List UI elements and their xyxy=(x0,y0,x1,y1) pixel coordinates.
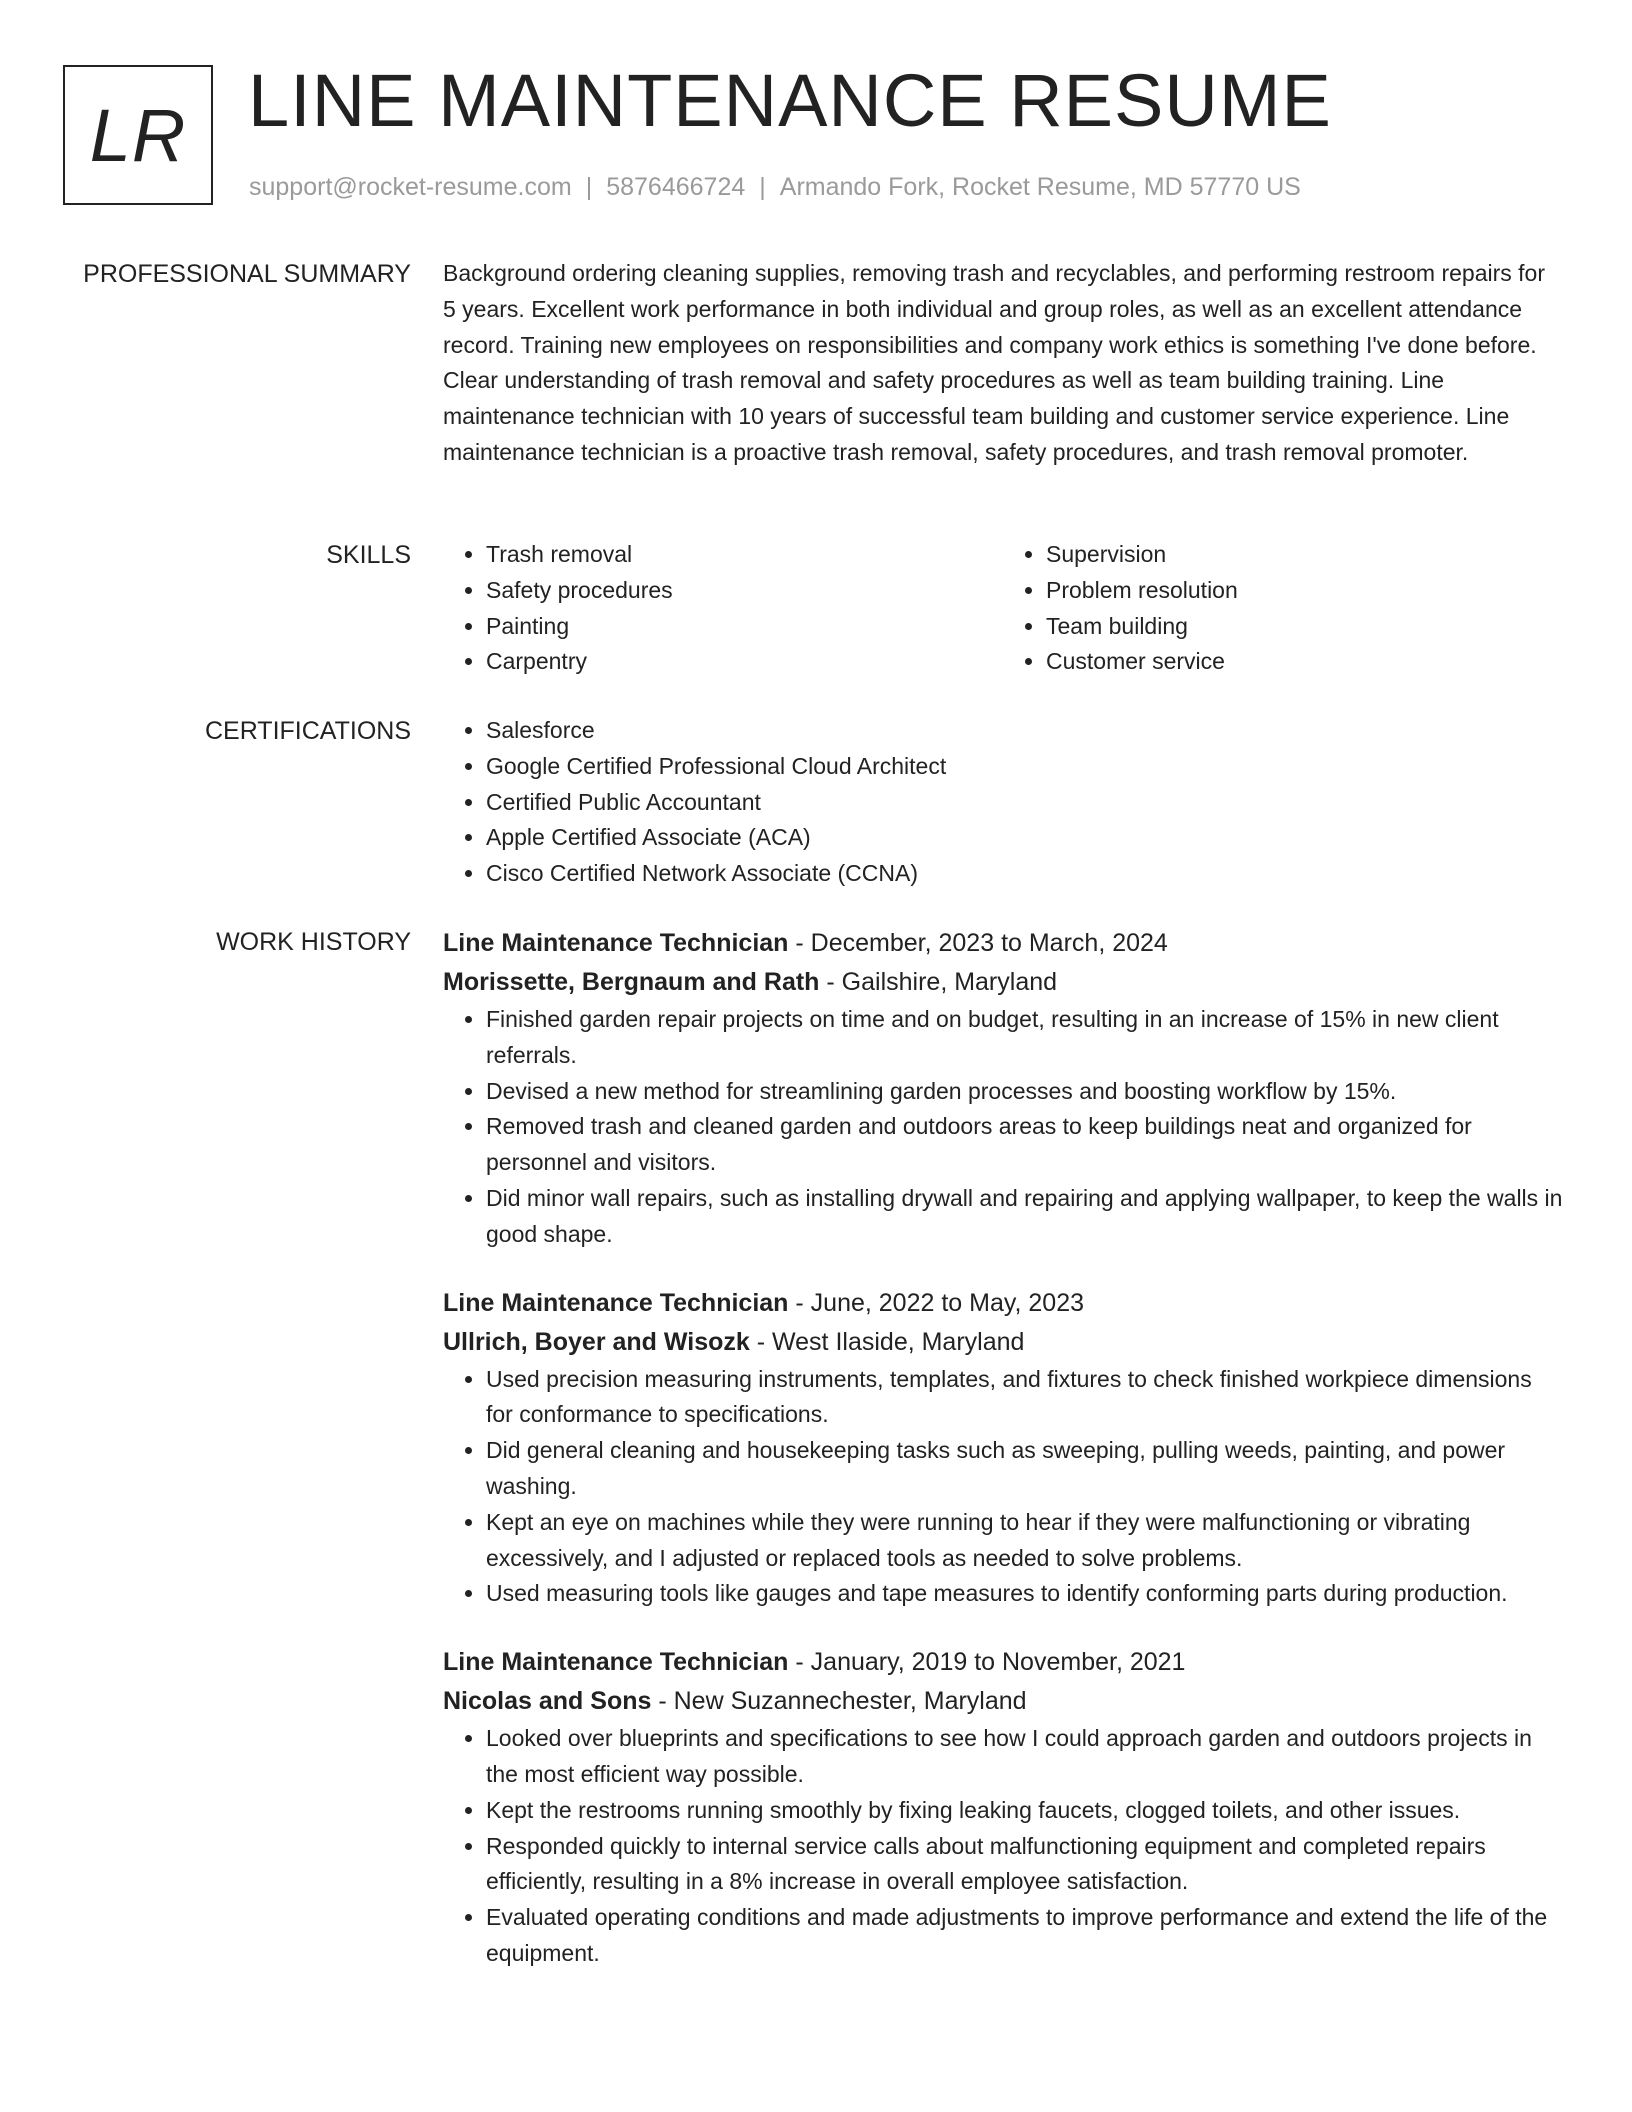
skill-item: • Problem resolution xyxy=(1046,573,1563,609)
job-company: Nicolas and Sons xyxy=(443,1687,652,1716)
certification-item: • Salesforce xyxy=(486,713,1563,749)
skills-list-right xyxy=(1003,537,1563,680)
job-bullet: • Used measuring tools like gauges and tape measures to identify conforming parts during production. xyxy=(486,1576,1563,1612)
job-bullet: • Used precision measuring instruments, templates, and fixtures to check finished workpiece dimensions for conformance to specifications. xyxy=(486,1362,1563,1434)
skill-item: • Safety procedures xyxy=(486,573,1003,609)
job-title: Line Maintenance Technician xyxy=(443,929,789,957)
job-bullet: • Devised a new method for streamlining garden processes and boosting workflow by 15%. xyxy=(486,1074,1563,1110)
job-entry xyxy=(443,1284,1563,1613)
contact-line xyxy=(249,173,1301,202)
job-company: Morissette, Bergnaum and Rath xyxy=(443,968,820,996)
skills-heading: SKILLS xyxy=(326,541,411,569)
summary-heading: PROFESSIONAL SUMMARY xyxy=(83,260,411,288)
skills-list-left xyxy=(443,537,1003,680)
summary-text: Background ordering cleaning supplies, removing trash and recyclables, and performing restroom repairs for 5 years. Excellent work performance in both individual and group roles, as well as an excellent attendance record. Training new employees on responsibilities and company work ethics is something I've done before. Clear understanding of trash removal and safety procedures as well as team building training. Line maintenance technician with 10 years of successful team building and customer service experience. Line maintenance technician is a proactive trash removal, safety procedures, and trash removal promoter. xyxy=(443,260,1546,465)
job-bullet: • Did general cleaning and housekeeping tasks such as sweeping, pulling weeds, painting, and power washing. xyxy=(486,1433,1563,1505)
contact-email[interactable]: support@rocket-resume.com xyxy=(249,173,572,201)
job-bullet: • Evaluated operating conditions and made adjustments to improve performance and extend the life of the equipment. xyxy=(486,1900,1563,1972)
job-bullet: • Did minor wall repairs, such as installing drywall and repairing and applying wallpaper, to keep the walls in good shape. xyxy=(486,1181,1563,1253)
job-company-line xyxy=(443,1682,1563,1721)
job-bullet: • Kept the restrooms running smoothly by fixing leaking faucets, clogged toilets, and other issues. xyxy=(486,1793,1563,1829)
job-bullet: • Finished garden repair projects on time and on budget, resulting in an increase of 15% in new client referrals. xyxy=(486,1002,1563,1074)
job-company: Ullrich, Boyer and Wisozk xyxy=(443,1327,750,1356)
resume-header xyxy=(63,59,1563,215)
skill-item: • Carpentry xyxy=(486,644,1003,680)
job-title-line xyxy=(443,1284,1563,1323)
skill-item: • Customer service xyxy=(1046,644,1563,680)
job-dates: - December, 2023 to March, 2024 xyxy=(788,929,1168,957)
job-bullets xyxy=(443,1362,1563,1613)
job-title: Line Maintenance Technician xyxy=(443,1288,789,1317)
job-bullet: • Looked over blueprints and specifications to see how I could approach garden and outdoors projects in the most efficient way possible. xyxy=(486,1721,1563,1793)
job-bullets xyxy=(443,1721,1563,1972)
certifications-list xyxy=(443,713,1563,892)
job-bullet: • Kept an eye on machines while they were running to hear if they were malfunctioning or vibrating excessively, and I adjusted or replaced tools as needed to solve problems. xyxy=(486,1505,1563,1577)
job-title: Line Maintenance Technician xyxy=(443,1648,789,1677)
contact-address: Armando Fork, Rocket Resume, MD 57770 US xyxy=(779,173,1301,201)
job-bullets xyxy=(443,1002,1563,1253)
job-bullet: • Removed trash and cleaned garden and outdoors areas to keep buildings neat and organized for personnel and visitors. xyxy=(486,1109,1563,1181)
page-title: LINE MAINTENANCE RESUME xyxy=(248,59,1332,142)
job-dates: - January, 2019 to November, 2021 xyxy=(788,1648,1186,1677)
job-entry xyxy=(443,924,1563,1253)
job-title-line xyxy=(443,1643,1563,1682)
certification-item: • Apple Certified Associate (ACA) xyxy=(486,820,1563,856)
job-location: - New Suzannechester, Maryland xyxy=(651,1687,1027,1716)
certification-item: • Cisco Certified Network Associate (CCNA) xyxy=(486,856,1563,892)
monogram-logo: LR xyxy=(63,65,213,205)
job-company-line xyxy=(443,963,1563,1002)
certification-item: • Google Certified Professional Cloud Architect xyxy=(486,749,1563,785)
work-history-heading: WORK HISTORY xyxy=(216,928,411,956)
contact-separator: | xyxy=(585,173,593,201)
certifications-heading: CERTIFICATIONS xyxy=(204,717,411,745)
job-dates: - June, 2022 to May, 2023 xyxy=(788,1288,1085,1317)
job-bullet: • Responded quickly to internal service calls about malfunctioning equipment and completed repairs efficiently, resulting in a 8% increase in overall employee satisfaction. xyxy=(486,1829,1563,1901)
skill-item: • Painting xyxy=(486,609,1003,645)
skill-item: • Team building xyxy=(1046,609,1563,645)
skill-item: • Trash removal xyxy=(486,537,1003,573)
job-location: - West Ilaside, Maryland xyxy=(749,1327,1025,1356)
job-company-line xyxy=(443,1323,1563,1362)
contact-phone[interactable]: 5876466724 xyxy=(606,173,746,201)
job-entry xyxy=(443,1643,1563,1972)
certification-item: • Certified Public Accountant xyxy=(486,785,1563,821)
contact-separator: | xyxy=(759,173,766,201)
job-title-line xyxy=(443,924,1563,963)
skill-item: • Supervision xyxy=(1046,537,1563,573)
job-location: - Gailshire, Maryland xyxy=(819,968,1058,996)
